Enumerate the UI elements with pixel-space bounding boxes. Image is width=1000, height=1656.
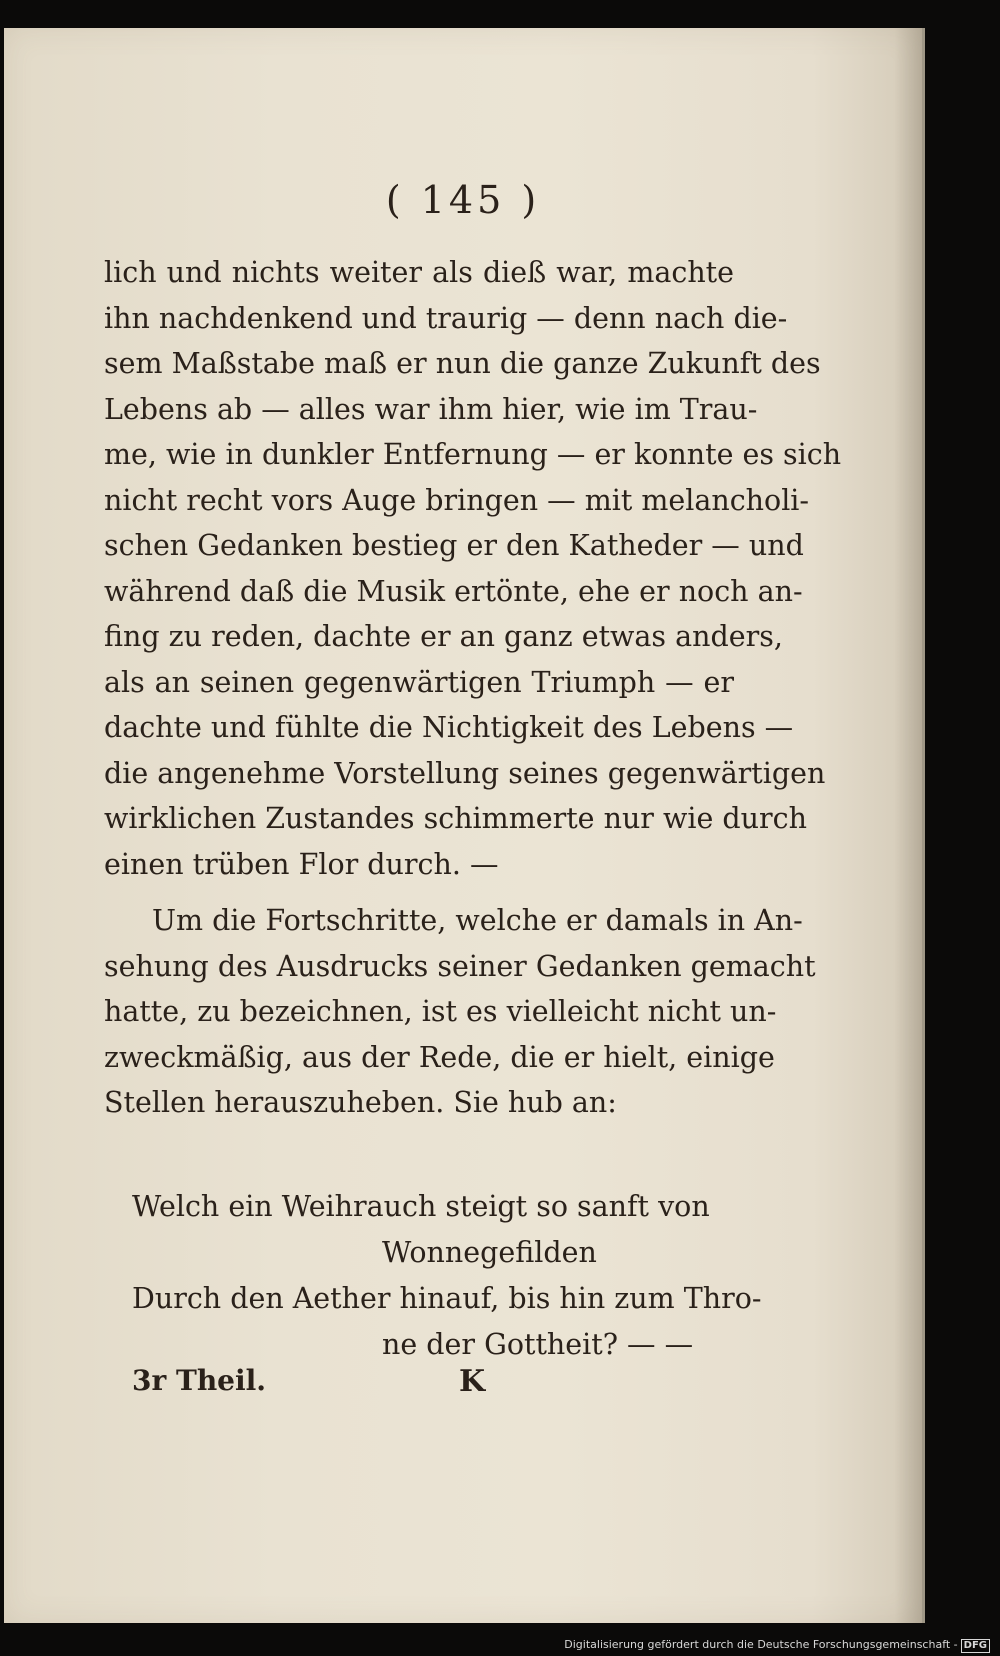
verse-line: Welch ein Weihrauch steigt so sanft von <box>132 1190 710 1223</box>
text-line: Stellen herauszuheben. Sie hub an: <box>104 1086 617 1119</box>
paragraph-2 <box>104 898 816 1126</box>
text-line: Um die Fortschritte, welche er damals in An- <box>152 904 803 937</box>
text-line: sehung des Ausdrucks seiner Gedanken gemacht <box>104 949 816 983</box>
text-line: dachte und fühlte die Nichtigkeit des Lebens — <box>104 711 794 744</box>
paragraph-1 <box>104 250 842 887</box>
text-line: zweckmäßig, aus der Rede, die er hielt, einige <box>104 1040 775 1074</box>
text-line: fing zu reden, dachte er an ganz etwas anders, <box>104 620 783 653</box>
text-line: wirklichen Zustandes schimmerte nur wie durch <box>104 802 807 835</box>
text-line: die angenehme Vorstellung seines gegenwärtigen <box>104 756 826 790</box>
text-line: während daß die Musik ertönte, ehe er noch an- <box>104 574 803 608</box>
text-line: ihn nachdenkend und traurig — denn nach die- <box>104 301 788 335</box>
book-page <box>4 28 925 1623</box>
text-line: Lebens ab — alles war ihm hier, wie im Trau- <box>104 392 758 426</box>
page-number-header: ( 145 ) <box>385 178 541 222</box>
credit-text: Digitalisierung gefördert durch die Deutsche Forschungsgemeinschaft - <box>564 1638 958 1651</box>
signature-mark: 3r Theil. <box>132 1364 267 1397</box>
text-line: me, wie in dunkler Entfernung — er konnte es sich <box>104 438 842 471</box>
digitization-credit <box>564 1638 990 1653</box>
text-line: lich und nichts weiter als dieß war, machte <box>104 256 734 289</box>
verse-line: Durch den Aether hinauf, bis hin zum Thro- <box>132 1282 762 1315</box>
body-text <box>104 250 842 1126</box>
text-line: nicht recht vors Auge bringen — mit melancholi- <box>104 483 810 517</box>
text-line: als an seinen gegenwärtigen Triumph — er <box>104 665 734 699</box>
verse-line-continuation: Wonnegefilden <box>382 1236 597 1269</box>
text-line: einen trüben Flor durch. — <box>104 847 499 881</box>
dfg-logo: DFG <box>961 1639 990 1653</box>
text-line: schen Gedanken bestieg er den Katheder — und <box>104 529 804 562</box>
text-line: sem Maßstabe maß er nun die ganze Zukunft des <box>104 347 821 380</box>
text-line: hatte, zu bezeichnen, ist es vielleicht nicht un- <box>104 995 777 1028</box>
verse-line-continuation: ne der Gottheit? — — <box>382 1328 694 1361</box>
verse-quotation <box>132 1184 762 1368</box>
catchword: K <box>459 1364 486 1399</box>
